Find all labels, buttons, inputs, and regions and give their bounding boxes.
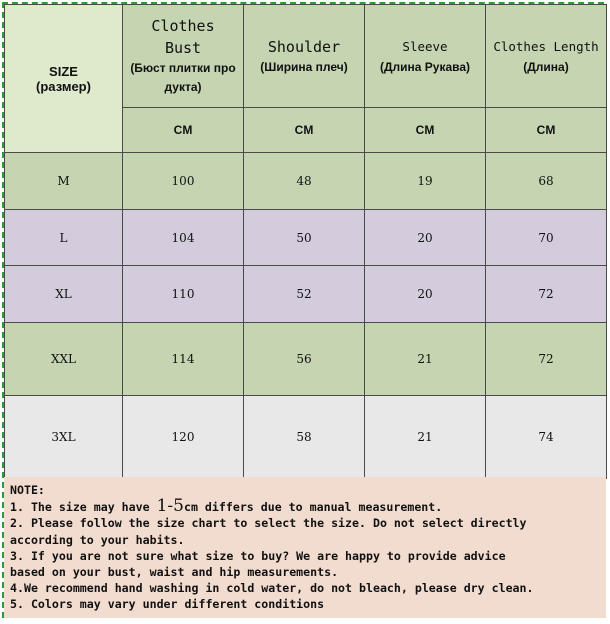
shoulder-cell: 52 <box>244 266 365 323</box>
table-row-xl <box>5 266 607 323</box>
bust-unit <box>123 108 244 153</box>
header-row <box>5 5 607 108</box>
bust-cell: 100 <box>123 153 244 210</box>
note-1-range: 1-5 <box>156 496 184 517</box>
bust-cell: 114 <box>123 323 244 396</box>
shoulder-cell: 58 <box>244 396 365 479</box>
bust-header-ru2: дукта) <box>164 80 202 94</box>
bust-cell: 110 <box>123 266 244 323</box>
note-2-line-2: according to your habits. <box>10 532 185 547</box>
sleeve-header-cell <box>365 5 486 108</box>
sleeve-header-label: Sleeve <box>402 38 448 54</box>
table-row-m <box>5 153 607 210</box>
shoulder-header-label: Shoulder <box>267 37 341 56</box>
size-cell: M <box>5 153 123 210</box>
note-3-line-1: 3. If you are not sure what size to buy? We are happy to provide advice <box>10 548 506 563</box>
notes-box <box>4 477 606 618</box>
length-cell: 70 <box>486 210 607 266</box>
size-header-ru: (размер) <box>36 78 91 94</box>
length-cell: 74 <box>486 396 607 479</box>
size-header-en: SIZE <box>49 63 78 79</box>
table-row-l <box>5 210 607 266</box>
length-header-label: Clothes Length <box>493 38 599 54</box>
size-cell: XL <box>5 266 123 323</box>
length-cell: 68 <box>486 153 607 210</box>
bust-cell: 104 <box>123 210 244 266</box>
length-cell: 72 <box>486 323 607 396</box>
note-4: 4.We recommend hand washing in cold water, do not bleach, please dry clean. <box>10 581 534 596</box>
sleeve-cell: 20 <box>365 210 486 266</box>
note-1 <box>10 498 606 515</box>
bust-cell: 120 <box>123 396 244 479</box>
length-unit-label: CM <box>536 123 556 137</box>
length-header-ru: (Длина) <box>523 59 569 74</box>
sleeve-unit <box>365 108 486 153</box>
shoulder-header-ru: (Ширина плеч) <box>260 59 348 74</box>
shoulder-header-cell <box>244 5 365 108</box>
sleeve-cell: 20 <box>365 266 486 323</box>
bust-header-line2: Bust <box>164 39 202 57</box>
size-cell: L <box>5 210 123 266</box>
note-2-line-1: 2. Please follow the size chart to select the size. Do not select directly <box>10 516 527 531</box>
shoulder-unit-label: CM <box>294 123 314 137</box>
bust-header-ru1: (Бюст плитки про <box>130 61 236 75</box>
length-header-cell <box>486 5 607 108</box>
notes-title: NOTE: <box>10 483 45 497</box>
length-cell: 72 <box>486 266 607 323</box>
size-cell: XXL <box>5 323 123 396</box>
sleeve-cell: 21 <box>365 396 486 479</box>
shoulder-unit <box>244 108 365 153</box>
size-chart-table <box>4 4 607 479</box>
note-1-suffix: cm differs due to manual measurement. <box>183 500 443 515</box>
sleeve-cell: 19 <box>365 153 486 210</box>
sleeve-header-ru: (Длина Рукава) <box>379 59 471 74</box>
note-3-line-2: based on your bust, waist and hip measurements. <box>10 565 339 580</box>
note-1-prefix: 1. The size may have <box>10 500 157 515</box>
shoulder-cell: 56 <box>244 323 365 396</box>
table-row-xxl <box>5 323 607 396</box>
length-unit <box>486 108 607 153</box>
bust-unit-label: CM <box>173 123 193 137</box>
shoulder-cell: 50 <box>244 210 365 266</box>
shoulder-cell: 48 <box>244 153 365 210</box>
table-row-3xl <box>5 396 607 479</box>
note-5: 5. Colors may vary under different conditions <box>10 597 325 612</box>
sleeve-cell: 21 <box>365 323 486 396</box>
size-cell: 3XL <box>5 396 123 479</box>
bust-header-line1: Clothes <box>151 17 215 35</box>
size-header-cell <box>5 5 123 153</box>
sleeve-unit-label: CM <box>415 123 435 137</box>
bust-header-cell <box>123 5 244 108</box>
